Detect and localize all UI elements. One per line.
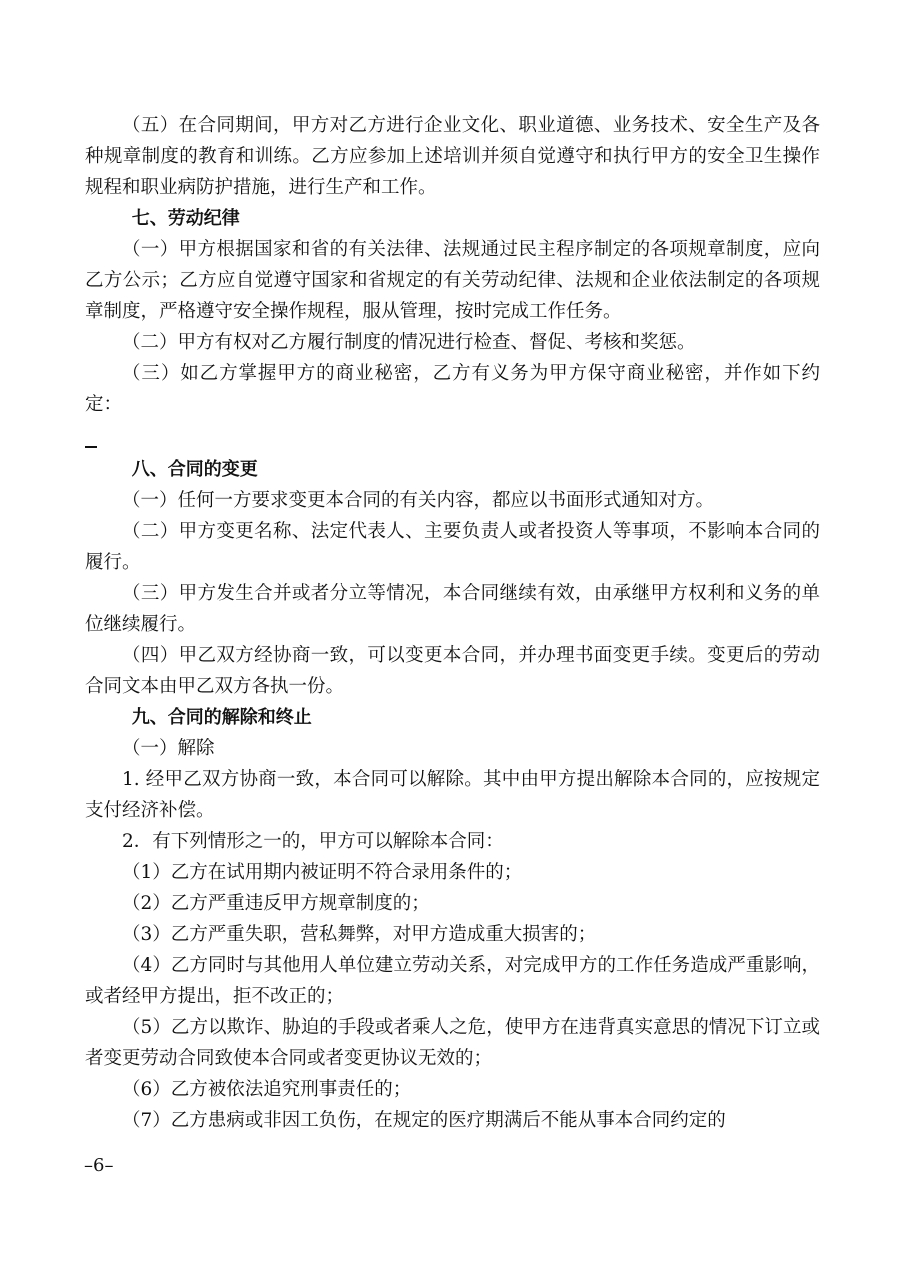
paragraph: （一）甲方根据国家和省的有关法律、法规通过民主程序制定的各项规章制度，应向乙方公示；乙方应自觉遵守国家和省规定的有关劳动纪律、法规和企业依法制定的各项规章制度，严格遵守安全操作规程，服从管理，按时完成工作任务。	[85, 239, 820, 322]
paragraph: （五）在合同期间，甲方对乙方进行企业文化、职业道德、业务技术、安全生产及各种规章制度的教育和训练。乙方应参加上述培训并须自觉遵守和执行甲方的安全卫生操作规程和职业病防护措施，进行生产和工作。	[85, 115, 820, 198]
section-heading: 七、劳动纪律	[131, 208, 240, 229]
section-bottom	[85, 454, 820, 1136]
page-number: –6–	[84, 1155, 114, 1176]
paragraph: 2．有下列情形之一的，甲方可以解除本合同：	[122, 831, 504, 852]
paragraph: （二）甲方变更名称、法定代表人、主要负责人或者投资人等事项，不影响本合同的履行。	[85, 521, 820, 573]
paragraph: （7）乙方患病或非因工负伤，在规定的医疗期满后不能从事本合同约定的	[122, 1110, 726, 1131]
blank-underline-mark	[85, 446, 97, 448]
section-top	[85, 110, 820, 420]
section-heading: 九、合同的解除和终止	[131, 707, 312, 728]
paragraph: （二）甲方有权对乙方履行制度的情况进行检查、督促、考核和奖惩。	[122, 332, 696, 353]
paragraph: （5）乙方以欺诈、胁迫的手段或者乘人之危，使甲方在违背真实意思的情况下订立或者变更劳动合同致使本合同或者变更协议无效的；	[85, 1017, 820, 1069]
paragraph: （4）乙方同时与其他用人单位建立劳动关系，对完成甲方的工作任务造成严重影响，或者经甲方提出，拒不改正的；	[85, 955, 820, 1007]
paragraph: （1）乙方在试用期内被证明不符合录用条件的；	[122, 862, 523, 883]
paragraph: （一）任何一方要求变更本合同的有关内容，都应以书面形式通知对方。	[122, 490, 715, 511]
paragraph: （四）甲乙双方经协商一致，可以变更本合同，并办理书面变更手续。变更后的劳动合同文本由甲乙双方各执一份。	[85, 645, 820, 697]
paragraph: 1. 经甲乙双方协商一致，本合同可以解除。其中由甲方提出解除本合同的，应按规定支付经济补偿。	[85, 769, 820, 821]
paragraph: （三）甲方发生合并或者分立等情况，本合同继续有效，由承继甲方权利和义务的单位继续履行。	[85, 583, 820, 635]
paragraph: （3）乙方严重失职，营私舞弊，对甲方造成重大损害的；	[122, 924, 597, 945]
section-heading: 八、合同的变更	[131, 459, 258, 480]
document-body	[85, 110, 820, 1136]
paragraph: （一）解除	[122, 738, 215, 759]
paragraph: （三）如乙方掌握甲方的商业秘密，乙方有义务为甲方保守商业秘密，并作如下约定：	[85, 363, 820, 415]
paragraph: （2）乙方严重违反甲方规章制度的；	[122, 893, 430, 914]
paragraph: （6）乙方被依法追究刑事责任的；	[122, 1079, 412, 1100]
